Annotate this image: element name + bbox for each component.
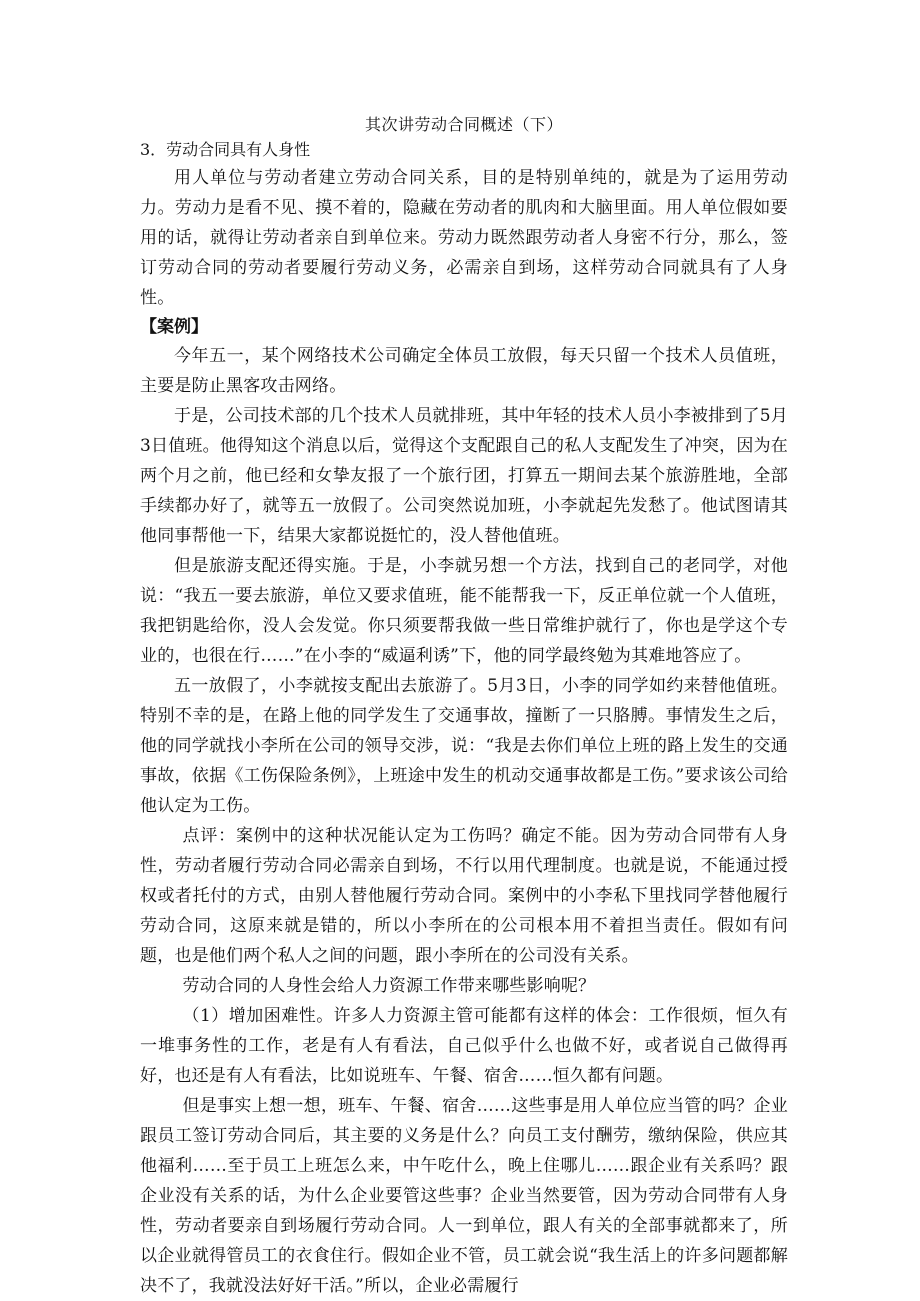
case-paragraph: 但是旅游支配还得实施。于是，小李就另想一个方法，找到自己的老同学，对他说：“我五一要去旅游，单位又要求值班，能不能帮我一下，反正单位就一个人值班，我把钥匙给你，没人会发觉。你只须要帮我做一些日常维护就行了，你也是学这个专业的，也很在行……”在小李的“威逼利诱”下，他的同学最终勉为其难地答应了。 bbox=[140, 556, 788, 666]
case-paragraph: 于是，公司技术部的几个技术人员就排班，其中年轻的技术人员小李被排到了5月3日值班。他得知这个消息以后，觉得这个支配跟自己的私人支配发生了冲突，因为在两个月之前，他已经和女挚友报了一个旅行团，打算五一期间去某个旅游胜地，全部手续都办好了，就等五一放假了。公司突然说加班，小李就起先发愁了。他试图请其他同事帮他一下，结果大家都说挺忙的，没人替他值班。 bbox=[140, 406, 788, 546]
question-paragraph: 劳动合同的人身性会给人力资源工作带来哪些影响呢？ bbox=[182, 976, 596, 996]
comment-paragraph: 点评：案例中的这种状况能认定为工伤吗？确定不能。因为劳动合同带有人身性，劳动者履行劳动合同必需亲自到场，不行以用代理制度。也就是说，不能通过授权或者托付的方式，由别人替他履行劳动合同。案例中的小李私下里找同学替他履行劳动合同，这原来就是错的，所以小李所在的公司根本用不着担当责任。假如有问题，也是他们两个私人之间的问题，跟小李所在的公司没有关系。 bbox=[140, 826, 788, 966]
point-paragraph: （1）增加困难性。许多人力资源主管可能都有这样的体会：工作很烦，恒久有一堆事务性的工作，老是有人有看法，自己似乎什么也做不好，或者说自己做得再好，也还是有人有看法，比如说班车、午餐、宿舍……恒久都有问题。 bbox=[140, 1006, 788, 1086]
case-label: 【案例】 bbox=[140, 317, 208, 337]
case-paragraph: 五一放假了，小李就按支配出去旅游了。5月3日，小李的同学如约来替他值班。特别不幸的是，在路上他的同学发生了交通事故，撞断了一只胳膊。事情发生之后，他的同学就找小李所在公司的领导交涉，说：“我是去你们单位上班的路上发生的交通事故，依据《工伤保险条例》，上班途中发生的机动交通事故都是工伤。”要求该公司给他认定为工伤。 bbox=[140, 676, 788, 816]
section-heading: 3．劳动合同具有人身性 bbox=[140, 140, 311, 159]
intro-paragraph: 用人单位与劳动者建立劳动合同关系，目的是特别单纯的，就是为了运用劳动力。劳动力是看不见、摸不着的，隐藏在劳动者的肌肉和大脑里面。用人单位假如要用的话，就得让劳动者亲自到单位来。劳动力既然跟劳动者人身密不行分，那么，签订劳动合同的劳动者要履行劳动义务，必需亲自到场，这样劳动合同就具有了人身性。 bbox=[140, 168, 788, 308]
document-title: 其次讲劳动合同概述（下） bbox=[364, 115, 563, 134]
document-page bbox=[140, 113, 788, 1301]
case-paragraph: 今年五一，某个网络技术公司确定全体员工放假，每天只留一个技术人员值班，主要是防止黑客攻击网络。 bbox=[140, 346, 788, 396]
body-paragraph: 但是事实上想一想，班车、午餐、宿舍……这些事是用人单位应当管的吗？企业跟员工签订劳动合同后，其主要的义务是什么？向员工支付酬劳，缴纳保险，供应其他福利……至于员工上班怎么来，中午吃什么，晚上住哪儿……跟企业有关系吗？跟企业没有关系的话，为什么企业要管这些事？企业当然要管，因为劳动合同带有人身性，劳动者要亲自到场履行劳动合同。人一到单位，跟人有关的全部事就都来了，所以企业就得管员工的衣食住行。假如企业不管，员工就会说“我生活上的许多问题都解决不了，我就没法好好干活。”所以，企业必需履行 bbox=[140, 1096, 788, 1296]
